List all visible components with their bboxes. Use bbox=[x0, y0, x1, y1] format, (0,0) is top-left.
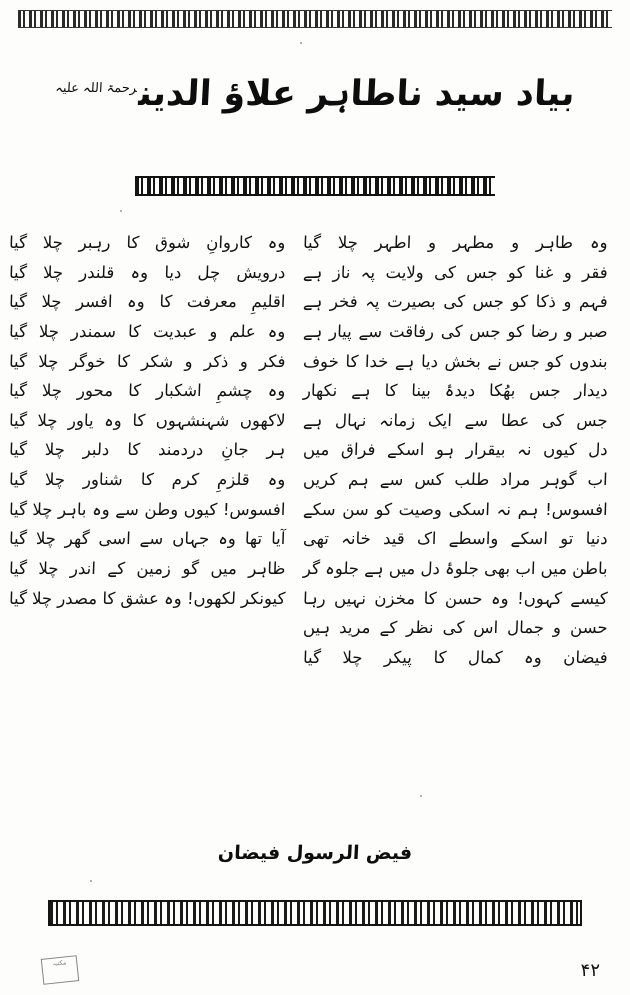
verse-line: بندوں کو جس نے بخش دیا ہے خدا کا خوف bbox=[302, 351, 609, 371]
scan-speckle bbox=[120, 210, 122, 212]
verse-line: وہ علم و عبدیت کا سمندر چلا گیا bbox=[8, 321, 286, 341]
page-title bbox=[0, 68, 630, 121]
verse-line: لاکھوں شہنشہوں کا وہ یاور چلا گیا bbox=[8, 410, 286, 430]
verse-line: افسوس! کیوں وطن سے وہ باہر چلا گیا bbox=[8, 499, 286, 519]
poem-body bbox=[8, 228, 609, 672]
poem-column-right bbox=[303, 228, 608, 672]
verse-line: کیسے کہوں! وہ حسن کا مخزن نہیں رہا bbox=[302, 588, 609, 608]
author-name: فیض الرسول فیضان bbox=[217, 842, 413, 864]
verse-line: افسوس! ہم نہ اسکی وصیت کو سن سکے bbox=[302, 499, 609, 519]
verse-line: فہم و ذکا کو جس کی بصیرت پہ فخر ہے bbox=[302, 292, 609, 312]
verse-line: جس کی عطا سے ایک زمانہ نہال ہے bbox=[302, 410, 609, 430]
verse-line: وہ طاہر و مطہر و اطہر چلا گیا bbox=[302, 233, 609, 253]
top-border-ornament bbox=[18, 10, 612, 28]
verse-line: فکر و ذکر و شکر کا خوگر چلا گیا bbox=[8, 351, 286, 371]
verse-line: اقلیمِ معرفت کا وہ افسر چلا گیا bbox=[8, 292, 286, 312]
verse-line: باطن میں اب بھی جلوۂ دل میں ہے جلوہ گر bbox=[302, 558, 609, 578]
poem-column-left bbox=[9, 228, 285, 672]
verse-line: وہ قلزمِ کرم کا شناور چلا گیا bbox=[8, 470, 286, 490]
verse-line: دنیا تو اسکے واسطے اک قید خانہ تھی bbox=[302, 529, 609, 549]
bottom-divider-ornament bbox=[48, 900, 582, 926]
verse-line: دل کیوں نہ بیقرار ہو اسکے فراق میں bbox=[302, 440, 609, 460]
verse-line: ظاہر میں گو زمین کے اندر چلا گیا bbox=[8, 558, 286, 578]
verse-line: وہ چشمِ اشکبار کا محور چلا گیا bbox=[8, 381, 286, 401]
page-number: ۴۲ bbox=[580, 960, 600, 981]
verse-line: دیدار جس بھُکا دیدۂ بینا کا ہے نکھار bbox=[302, 381, 609, 401]
scan-speckle bbox=[420, 795, 422, 797]
verse-line: فقر و غنا کو جس کی ولایت پہ ناز ہے bbox=[302, 262, 609, 282]
verse-line: آیا تھا وہ جہاں سے اسی گھر چلا گیا bbox=[8, 529, 286, 549]
scan-speckle bbox=[90, 880, 92, 882]
verse-line: درویش چل دیا وہ قلندر چلا گیا bbox=[8, 262, 286, 282]
title-text: بیاد سید ناطاہر علاؤ الدین bbox=[137, 74, 576, 114]
author-signature bbox=[0, 842, 630, 864]
verse-line: وہ کاروانِ شوق کا رہبر چلا گیا bbox=[8, 233, 286, 253]
scan-speckle bbox=[300, 42, 302, 44]
verse-line: صبر و رضا کو جس کی رفاقت سے پیار ہے bbox=[302, 321, 609, 341]
title-honorific: رحمۃ اللہ علیہ bbox=[55, 81, 138, 97]
verse-line: ہر جانِ دردمند کا دلبر چلا گیا bbox=[8, 440, 286, 460]
verse-line: حسن و جمال اس کی نظر کے مرید ہیں bbox=[302, 618, 609, 638]
title-divider-ornament bbox=[135, 176, 495, 196]
library-stamp: مکتبہ bbox=[41, 955, 80, 985]
verse-line: فیضان وہ کمال کا پیکر چلا گیا bbox=[302, 647, 609, 667]
verse-line: اب گوہر مراد طلب کس سے ہم کریں bbox=[302, 470, 609, 490]
verse-line: کیونکر لکھوں! وہ عشق کا مصدر چلا گیا bbox=[8, 588, 286, 608]
